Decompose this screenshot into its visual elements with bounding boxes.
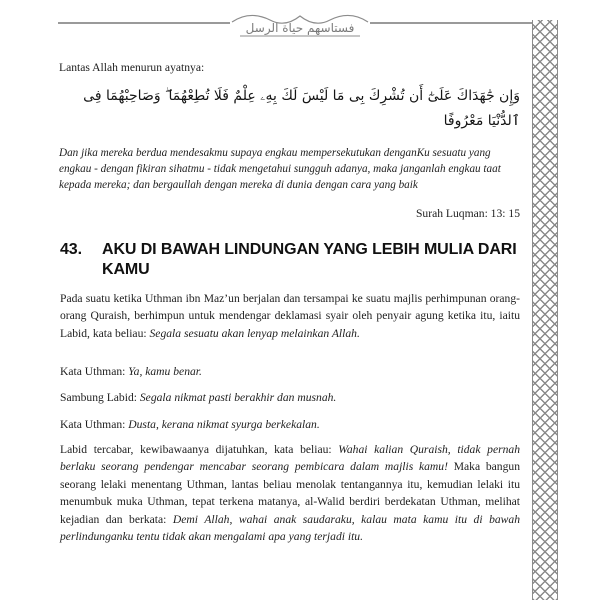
paragraph-2 xyxy=(60,363,520,380)
paragraph-3-text: Sambung Labid: xyxy=(60,391,140,404)
verse-source: Surah Luqman: 13: 15 xyxy=(415,207,520,220)
paragraph-2-quote: Ya, kamu benar. xyxy=(128,365,202,378)
verse-translation: Dan jika mereka berdua mendesakmu supaya engkau mempersekutukan denganKu sesuatu yang engkau - dengan fikiran sihatmu - tidak mengetahui sungguh adanya, maka janganlah engkau taat kepada mereka; dan bergaullah dengan mereka di dunia dengan cara yang baik xyxy=(59,147,501,192)
paragraph-4-quote: Dusta, kerana nikmat syurga berkekalan. xyxy=(128,418,320,431)
intro-line: Lantas Allah menurun ayatnya: xyxy=(59,61,205,74)
arabic-verse: وَإِن جَٰهَدَاكَ عَلَىٰٓ أَن تُشْرِكَ بِى مَا لَيْسَ لَكَ بِهِۦ عِلْمٌ فَلَا تُطِعْهُمَا ۖ وَصَاحِبْهُمَا فِى ٱلدُّنْيَا مَعْرُوفًا xyxy=(83,88,520,129)
paragraph-1-quote: Segala sesuatu akan lenyap melainkan Allah. xyxy=(149,326,360,340)
header-ornament xyxy=(230,8,370,42)
paragraph-5-quote-b: Demi Allah, wahai anak saudaraku, kalau mata kamu itu di bawah perlindunganku tentu tidak akan mengalami apa yang terjadi itu. xyxy=(60,512,520,543)
paragraph-5-text-b: Maka bangun seorang lelaki menentang Uthman, lantas beliau menolak tentangannya itu, kemudian lelaki itu menumbuk muka Uthman, tepat terkena matanya, al-Walid berdiri berdekatan Uthman, melihat kejadian dan berkata: xyxy=(60,460,520,526)
paragraph-3 xyxy=(60,389,520,406)
paragraph-2-text: Kata Uthman: xyxy=(60,365,129,378)
paragraph-3-quote: Segala nikmat pasti berakhir dan musnah. xyxy=(139,391,337,404)
section-heading xyxy=(60,240,520,281)
paragraph-5-text-a: Labid tercabar, kewibawaanya dijatuhkan, kata beliau: xyxy=(60,443,339,456)
section-title-line2: KAMU xyxy=(102,261,150,279)
frame-top-border-right xyxy=(370,22,532,24)
paragraph-4 xyxy=(60,416,520,433)
section-number: 43. xyxy=(60,241,82,258)
paragraph-1-text: Pada suatu ketika Uthman ibn Maz’un berjalan dan tersampai ke suatu majlis perhimpunan orang-orang Quraish, berhimpun untuk mendengar deklamasi syair oleh penyair agung ketika itu, iaitu Labid, kata beliau: xyxy=(60,292,520,340)
header-ornament-title: فستاسهم حياة الرسل xyxy=(245,21,355,35)
paragraph-5-quote-a: Wahai kalian Quraish, tidak pernah berlaku seorang pendengar mencabar seorang pembicara dalam majlis kamu! xyxy=(60,443,520,474)
paragraph-4-text: Kata Uthman: xyxy=(60,418,129,431)
decorative-side-border xyxy=(532,20,558,600)
section-title-line1: AKU DI BAWAH LINDUNGAN YANG LEBIH MULIA DARI xyxy=(102,241,517,258)
paragraph-5 xyxy=(60,441,520,545)
frame-top-border-left xyxy=(58,22,230,24)
paragraph-1 xyxy=(60,290,520,342)
